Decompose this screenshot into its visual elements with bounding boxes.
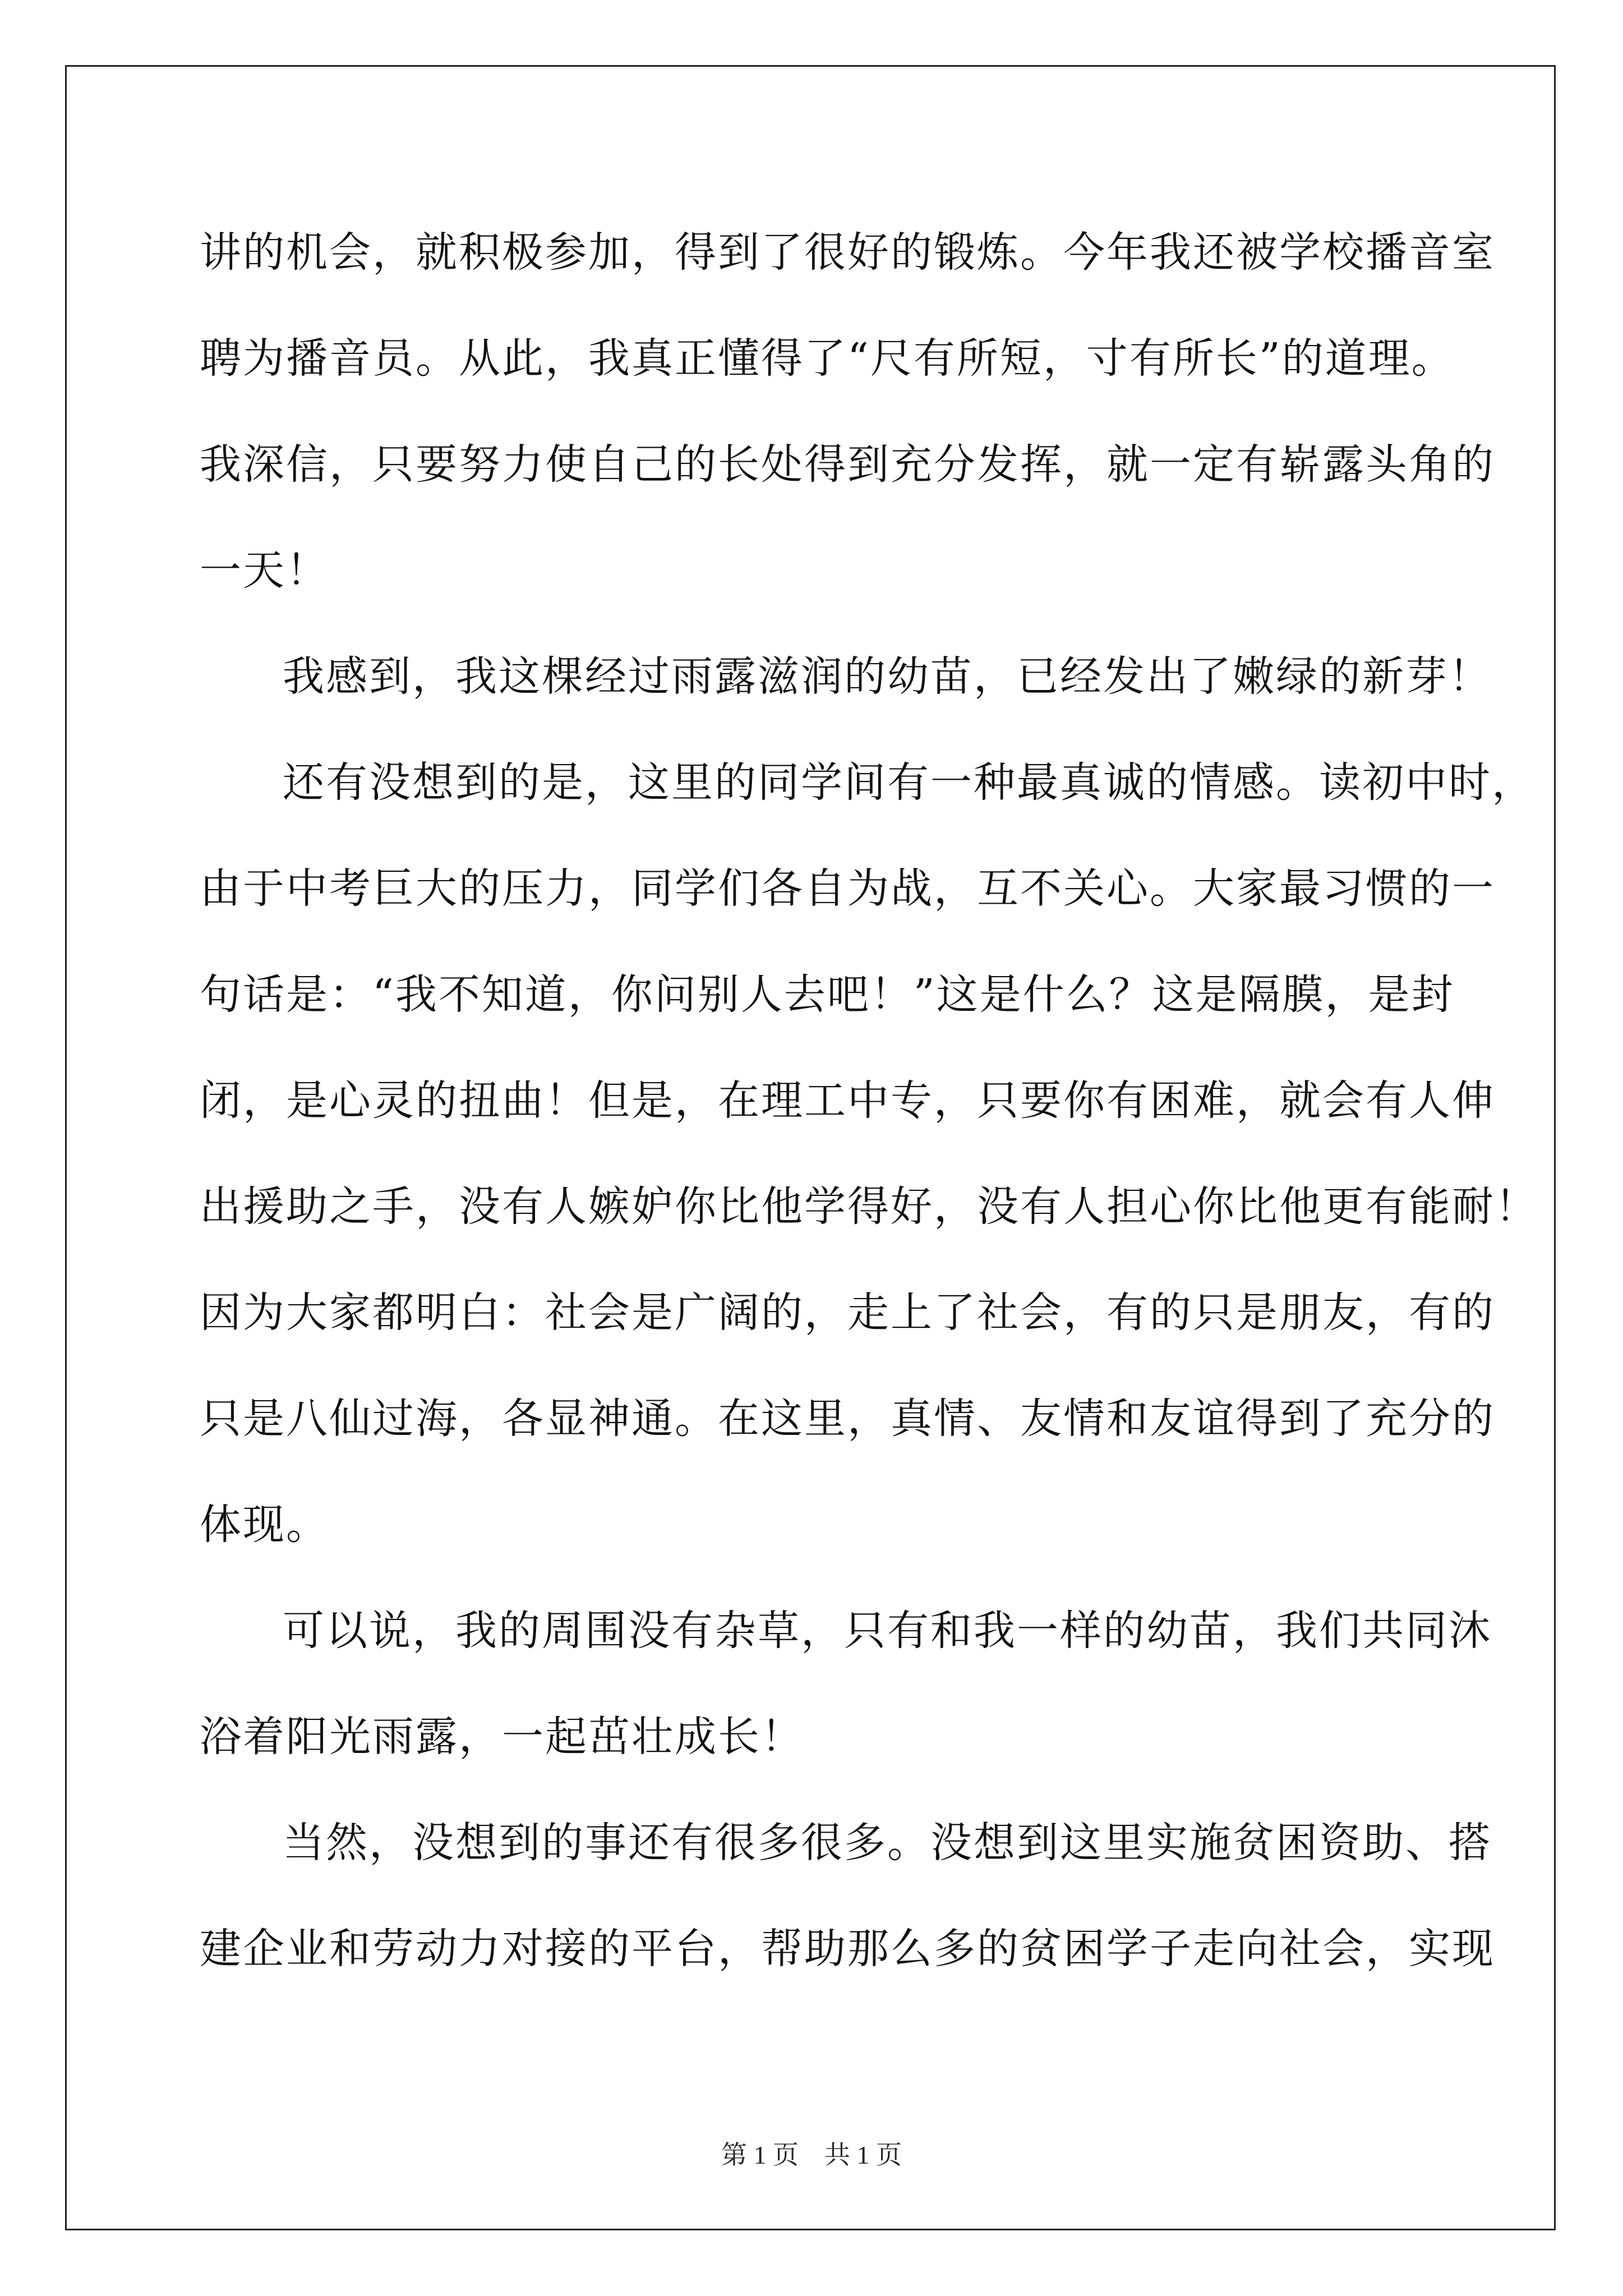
paragraph-start-line: 还有没想到的是，这里的同学间有一种最真诚的情感。读初中时， (283, 758, 1535, 807)
paragraph-start-line: 我感到，我这棵经过雨露滋润的幼苗，已经发出了嫩绿的新芽！ (283, 652, 1492, 701)
text-line: 闭，是心灵的扭曲！但是，在理工中专，只要你有困难，就会有人伸 (200, 1076, 1495, 1125)
text-line: 我深信，只要努力使自己的长处得到充分发挥，就一定有崭露头角的 (200, 440, 1495, 489)
text-line: 句话是：“我不知道，你问别人去吧！”这是什么？这是隔膜，是封 (200, 970, 1455, 1019)
text-line: 浴着阳光雨露，一起茁壮成长！ (200, 1713, 804, 1761)
page-number-footer: 第 1 页 共 1 页 (721, 2141, 902, 2169)
text-line: 一天！ (200, 546, 329, 595)
text-line: 建企业和劳动力对接的平台，帮助那么多的贫困学子走向社会，实现 (200, 1925, 1495, 1973)
document-body (200, 210, 1538, 2013)
paragraph-start-line: 当然，没想到的事还有很多很多。没想到这里实施贫困资助、搭 (283, 1819, 1492, 1867)
text-line: 出援助之手，没有人嫉妒你比他学得好，没有人担心你比他更有能耐！ (200, 1182, 1538, 1231)
text-line: 聘为播音员。从此，我真正懂得了“尺有所短，寸有所长”的道理。 (200, 334, 1455, 383)
text-line: 讲的机会，就积极参加，得到了很好的锻炼。今年我还被学校播音室 (200, 228, 1495, 277)
text-line: 只是八仙过海，各显神通。在这里，真情、友情和友谊得到了充分的 (200, 1395, 1495, 1443)
text-line: 由于中考巨大的压力，同学们各自为战，互不关心。大家最习惯的一 (200, 864, 1495, 913)
paragraph-start-line: 可以说，我的周围没有杂草，只有和我一样的幼苗，我们共同沐 (283, 1607, 1492, 1655)
text-line: 体现。 (200, 1501, 329, 1549)
text-line: 因为大家都明白：社会是广阔的，走上了社会，有的只是朋友，有的 (200, 1289, 1495, 1337)
